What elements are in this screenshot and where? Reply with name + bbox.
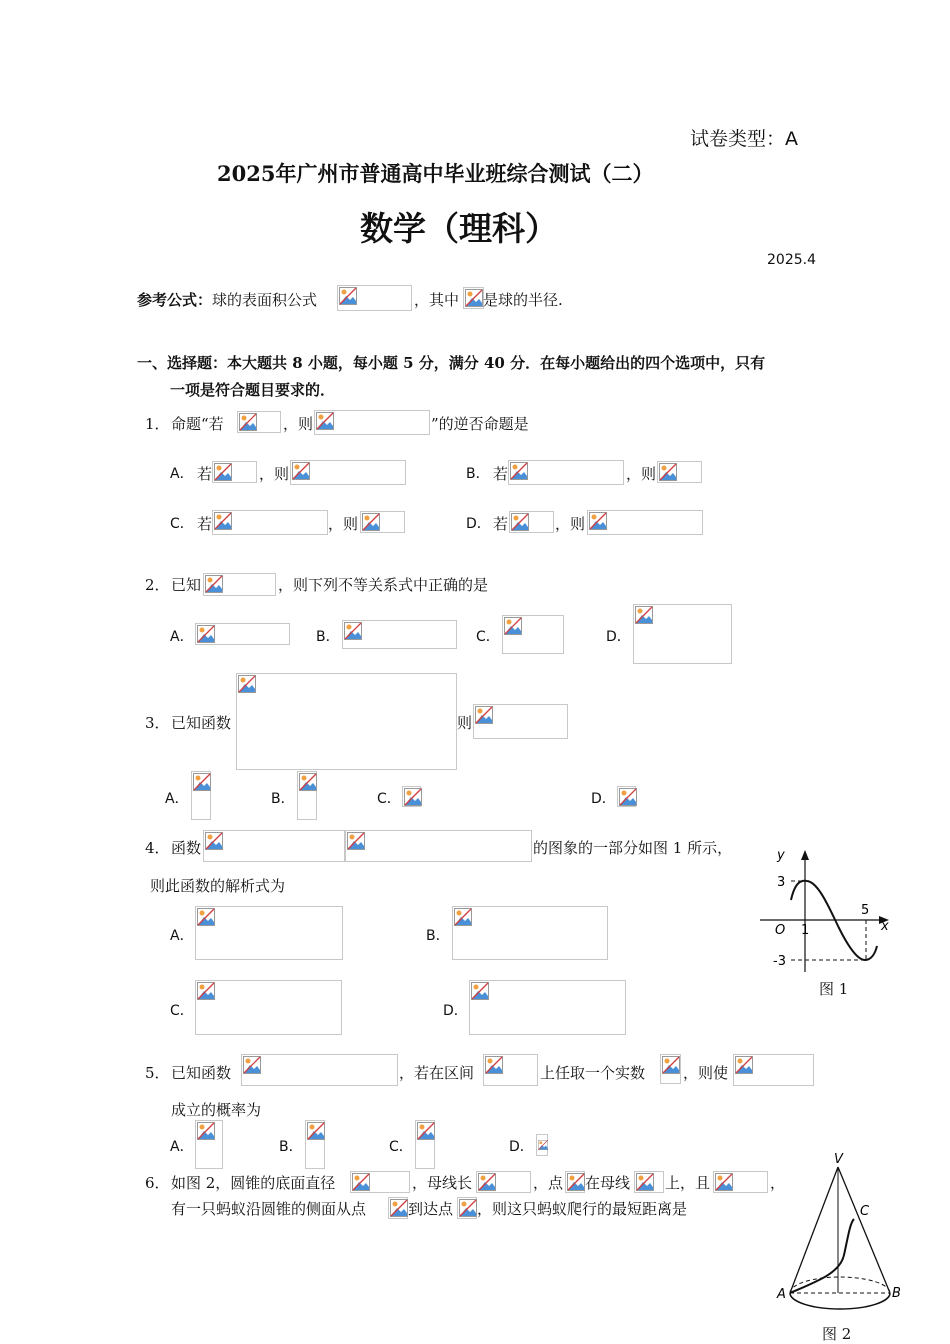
q1-image-p [237, 411, 281, 433]
q2-option-d-image [633, 604, 732, 664]
q5-text-3: 上任取一个实数 [540, 1064, 646, 1082]
q4-option-a-label: A． [170, 928, 194, 944]
section1-heading-line1: 一、选择题：本大题共 8 小题，每小题 5 分，满分 40 分．在每小题给出的四个选项中，只有 [137, 354, 766, 372]
q6-text-line2a: 有一只蚂蚁沿圆锥的侧面从点 [171, 1200, 367, 1218]
q6-text-line2c: ，则这只蚂蚁爬行的最短距离是 [477, 1200, 688, 1218]
broken-image-icon [504, 617, 522, 635]
q5-option-b-image [305, 1120, 325, 1169]
q2-image-given [203, 573, 276, 596]
broken-image-icon [459, 1199, 477, 1217]
q5-option-d-image [536, 1134, 548, 1156]
fig1-tick-5: 5 [861, 903, 870, 918]
fig2-point-c: C [860, 1204, 870, 1219]
q1-option-c-image-1 [212, 510, 328, 535]
broken-image-icon [197, 982, 215, 1000]
q1-text-2: ，则 [283, 415, 314, 433]
broken-image-icon [339, 287, 357, 305]
subject-title: 数学（理科） [360, 209, 558, 248]
broken-image-icon [197, 908, 215, 926]
q3-option-b-label: B． [271, 791, 295, 807]
q6-diameter-image [350, 1171, 410, 1193]
q3-number: 3． [145, 714, 170, 732]
figure-2-caption: 图 2 [822, 1325, 852, 1343]
fig1-tick-3: 3 [777, 875, 786, 890]
q2-number: 2． [145, 576, 170, 594]
broken-image-icon [197, 1122, 215, 1140]
section1-heading-line2: 一项是符合题目要求的． [170, 381, 336, 399]
y-axis-arrow [801, 850, 809, 860]
q1-option-b-image-1 [508, 460, 624, 485]
q4-number: 4． [145, 839, 170, 857]
broken-image-icon [510, 462, 528, 480]
broken-image-icon [316, 412, 334, 430]
q6-point-c2-image [457, 1197, 477, 1219]
formula-text-2: ，其中 [414, 291, 460, 309]
broken-image-icon [636, 1173, 654, 1191]
q3-function-image [236, 673, 457, 770]
q1-option-a-text-1: 若 [197, 465, 213, 483]
q5-text-2: ，若在区间 [399, 1064, 475, 1082]
q1-option-d-label: D． [466, 516, 491, 532]
cone-base-front [790, 1293, 890, 1309]
q6-generatrix-image [634, 1171, 664, 1193]
broken-image-icon [478, 1173, 496, 1191]
exam-date: 2025.4 [767, 252, 816, 268]
q6-text-3: ，点 [533, 1174, 564, 1192]
q1-number: 1． [145, 415, 170, 433]
q5-option-d-label: D． [509, 1139, 534, 1155]
broken-image-icon [307, 1122, 325, 1140]
q3-option-d-label: D． [591, 791, 616, 807]
q5-option-a-label: A． [170, 1139, 194, 1155]
broken-image-icon [347, 832, 365, 850]
q5-text-line2: 成立的概率为 [171, 1101, 262, 1119]
ant-path [790, 1219, 854, 1293]
broken-image-icon [635, 606, 653, 624]
broken-image-icon [239, 413, 257, 431]
q3-image-expr [473, 704, 568, 739]
cone-edge-right [838, 1167, 890, 1293]
q6-slant-image [476, 1171, 531, 1193]
q1-option-a-text-2: ，则 [259, 465, 290, 483]
fig2-point-b: B [892, 1286, 901, 1301]
q6-text-line2b: 到达点 [408, 1200, 454, 1218]
broken-image-icon [404, 788, 422, 806]
formula-r-image [463, 287, 484, 309]
q1-image-q [314, 410, 430, 435]
broken-image-icon [511, 513, 529, 531]
q4-option-d-label: D． [443, 1003, 468, 1019]
q5-option-c-image [415, 1120, 435, 1169]
broken-image-icon [238, 675, 256, 693]
q4-option-c-image [195, 980, 342, 1035]
broken-image-icon [352, 1173, 370, 1191]
q1-option-b-text-2: ，则 [626, 465, 657, 483]
broken-image-icon [662, 1056, 680, 1074]
q6-point-c-image [565, 1171, 585, 1193]
broken-image-icon [193, 773, 211, 791]
q5-interval-image [483, 1054, 538, 1086]
q3-option-a-label: A． [165, 791, 189, 807]
q3-option-c-image [402, 786, 421, 807]
fig1-origin: O [775, 923, 786, 938]
broken-image-icon [197, 625, 215, 643]
q5-text-1: 已知函数 [171, 1064, 232, 1082]
q2-text-2: ，则下列不等关系式中正确的是 [278, 576, 489, 594]
broken-image-icon [344, 622, 362, 640]
broken-image-icon [205, 575, 223, 593]
q2-option-a-label: A． [170, 629, 194, 645]
broken-image-icon [485, 1056, 503, 1074]
q3-option-d-image [617, 786, 636, 807]
q1-option-a-image-2 [290, 460, 406, 485]
broken-image-icon [567, 1173, 585, 1191]
q2-text-1: 已知 [171, 576, 202, 594]
broken-image-icon [417, 1122, 435, 1140]
q1-option-c-text-2: ，则 [328, 515, 359, 533]
q1-option-c-text-1: 若 [197, 515, 213, 533]
reference-formula [137, 289, 317, 310]
broken-image-icon [735, 1056, 753, 1074]
q1-text-1: 命题“若 [171, 415, 224, 433]
q3-option-b-image [297, 771, 317, 820]
fig1-x-label: x [881, 919, 889, 934]
q6-ratio-image [713, 1171, 768, 1193]
formula-image [337, 285, 412, 311]
q5-function-image [241, 1054, 398, 1086]
broken-image-icon [292, 462, 310, 480]
q2-option-b-image [342, 620, 457, 649]
fig2-vertex-v: V [834, 1152, 843, 1167]
q2-option-c-image [502, 615, 564, 654]
broken-image-icon [454, 908, 472, 926]
q4-option-a-image [195, 906, 343, 960]
fig1-y-label: y [777, 848, 785, 863]
figure-1-caption: 图 1 [819, 980, 849, 998]
q4-option-c-label: C． [170, 1003, 194, 1019]
broken-image-icon [715, 1173, 733, 1191]
broken-image-icon [465, 289, 483, 307]
q1-option-d-image-1 [509, 511, 554, 533]
q5-number: 5． [145, 1064, 170, 1082]
q6-text-4: 在母线 [585, 1174, 631, 1192]
q4-text-line2: 则此函数的解析式为 [150, 877, 286, 895]
q1-option-b-label: B． [466, 466, 490, 482]
q1-option-d-text-1: 若 [493, 515, 509, 533]
q6-text-5: 上，且 [665, 1174, 711, 1192]
formula-text-3: 是球的半径. [483, 291, 563, 309]
broken-image-icon [659, 463, 677, 481]
broken-image-icon [205, 832, 223, 850]
q3-text-1: 已知函数 [171, 714, 232, 732]
q2-option-d-label: D． [606, 629, 631, 645]
broken-image-icon [538, 1136, 548, 1154]
q4-option-b-label: B． [426, 928, 450, 944]
fig1-tick-neg3: -3 [773, 954, 786, 969]
q5-option-c-label: C． [389, 1139, 413, 1155]
q1-option-a-label: A． [170, 466, 194, 482]
q2-option-a-image [195, 623, 290, 645]
q1-option-b-text-1: 若 [493, 465, 509, 483]
q3-text-2: 则 [457, 714, 473, 732]
broken-image-icon [619, 788, 637, 806]
q6-text-2: ，母线长 [412, 1174, 473, 1192]
q5-option-a-image [195, 1120, 223, 1169]
broken-image-icon [214, 463, 232, 481]
q6-text-6: ， [770, 1174, 786, 1192]
broken-image-icon [243, 1056, 261, 1074]
q6-point-a-image [388, 1197, 408, 1219]
q1-option-d-image-2 [587, 510, 703, 535]
paper-type: 试卷类型：A [690, 128, 798, 150]
broken-image-icon [475, 706, 493, 724]
q6-number: 6． [145, 1174, 170, 1192]
q4-text-1: 函数 [171, 839, 202, 857]
q4-option-b-image [452, 906, 608, 960]
cone-base-back [790, 1277, 890, 1293]
broken-image-icon [589, 512, 607, 530]
broken-image-icon [471, 982, 489, 1000]
q4-condition-image [345, 830, 532, 862]
q3-option-a-image [191, 771, 211, 820]
q1-option-b-image-2 [657, 461, 702, 483]
q5-text-4: ，则使 [683, 1064, 729, 1082]
q1-option-c-image-2 [360, 511, 405, 533]
q2-option-c-label: C． [476, 629, 500, 645]
figure-2-cone [770, 1145, 910, 1325]
formula-label: 参考公式： [137, 291, 213, 309]
q5-x-image [660, 1054, 681, 1084]
q3-option-c-label: C． [377, 791, 401, 807]
q4-text-2: 的图象的一部分如图 1 所示， [533, 839, 733, 857]
broken-image-icon [362, 513, 380, 531]
q1-option-d-text-2: ，则 [555, 515, 586, 533]
q4-option-d-image [469, 980, 626, 1035]
q1-option-a-image-1 [212, 461, 257, 483]
fig1-tick-1: 1 [801, 923, 810, 938]
broken-image-icon [214, 512, 232, 530]
q1-option-c-label: C． [170, 516, 194, 532]
q6-text-1: 如图 2，圆锥的底面直径 [171, 1174, 336, 1192]
q5-option-b-label: B． [279, 1139, 303, 1155]
formula-text-1: 球的表面积公式 [212, 291, 318, 309]
q2-option-b-label: B． [316, 629, 340, 645]
fig2-point-a: A [777, 1287, 786, 1302]
q4-function-image [203, 830, 345, 862]
broken-image-icon [299, 773, 317, 791]
q1-text-3: ”的逆否命题是 [431, 415, 529, 433]
exam-title: 2025年广州市普通高中毕业班综合测试（二） [217, 161, 654, 186]
q5-condition-image [733, 1054, 814, 1086]
broken-image-icon [390, 1199, 408, 1217]
